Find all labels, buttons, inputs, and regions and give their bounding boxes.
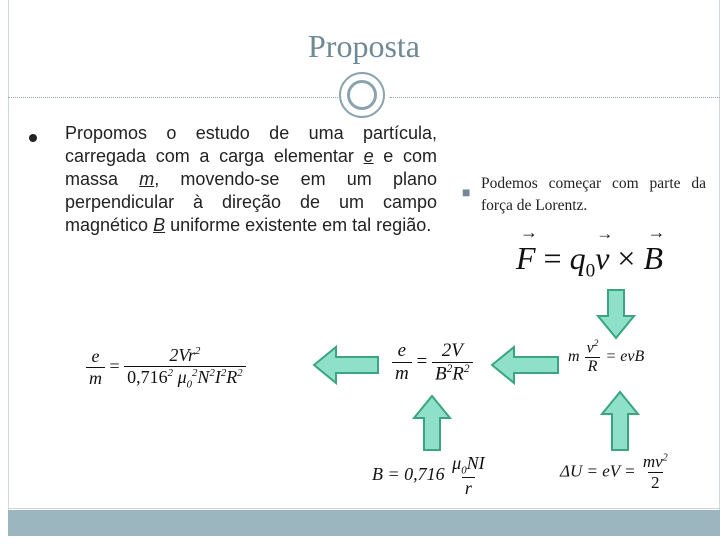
field-equation <box>372 453 488 499</box>
bullet-right-marker-icon: ■ <box>462 184 471 200</box>
force-balance-fraction <box>584 338 602 376</box>
footer-bar <box>8 510 720 536</box>
field-fraction: $\frac{\mu_0NI}{r}$ <box>452 453 485 498</box>
bullet-right-text: Podemos começar com parte da força de Lorentz. <box>481 175 706 214</box>
ratio-v-left: $\frac{e}{m}$ <box>392 340 412 385</box>
final-right: $\frac{2Vr^2}{0,716^2 \mu_0^2N^2I^2R^2}$ <box>124 345 246 391</box>
lorentz-equation <box>516 222 666 282</box>
bullet-left-part-3: , movendo-se em um plano perpendicular à direção de um campo magnético <box>65 169 437 235</box>
lorentz-q: q <box>569 240 586 276</box>
lorentz-F: F → <box>516 222 538 276</box>
final-equation <box>86 345 246 391</box>
bullet-left-part-2: e com massa <box>65 146 437 189</box>
title-circle-ornament-icon <box>339 72 385 118</box>
lorentz-times: × <box>617 240 636 276</box>
energy-lhs: ΔU = eV = <box>560 461 636 481</box>
final-left: $\frac{e}{m}$ <box>86 346 105 389</box>
title-circle-inner <box>347 80 377 110</box>
ratio-v-eq: = <box>416 351 428 373</box>
lorentz-v: v → <box>595 224 614 276</box>
final-eq: = <box>109 355 120 376</box>
force-balance-m: m <box>568 347 580 365</box>
title-divider-left <box>8 97 338 98</box>
bullet-left-e: e <box>363 146 374 166</box>
bullet-left-m: m <box>139 169 155 189</box>
title-divider-right <box>390 97 720 98</box>
energy-fraction <box>640 452 671 493</box>
field-lhs: B = 0,716 <box>372 463 445 484</box>
lorentz-q-sub: 0 <box>585 260 596 282</box>
ratio-v-right: $\frac{2V}{B^2R^2}$ <box>432 340 473 385</box>
energy-equation <box>560 452 671 493</box>
force-balance-num: $v^2$ <box>586 338 599 357</box>
lorentz-eq: = <box>543 240 562 276</box>
footer-divider <box>8 508 720 509</box>
ratio-v-equation <box>392 340 473 385</box>
lorentz-B: B → <box>643 222 666 276</box>
force-balance-den: R <box>585 357 601 376</box>
slide-title: Proposta <box>308 28 420 64</box>
bullet-left-part-1: Propomos o estudo de uma partícula, carregada com a carga elementar <box>65 123 437 166</box>
force-balance-rhs: = evB <box>605 347 645 365</box>
bullet-dot-icon <box>29 134 37 142</box>
energy-den: 2 <box>648 472 663 493</box>
force-balance-equation <box>568 338 644 376</box>
bullet-left-part-4: uniforme existente em tal região. <box>165 215 432 235</box>
bullet-left-text <box>65 122 437 237</box>
bullet-left-B: B <box>153 215 166 235</box>
energy-num: $mv^2$ <box>642 452 668 471</box>
